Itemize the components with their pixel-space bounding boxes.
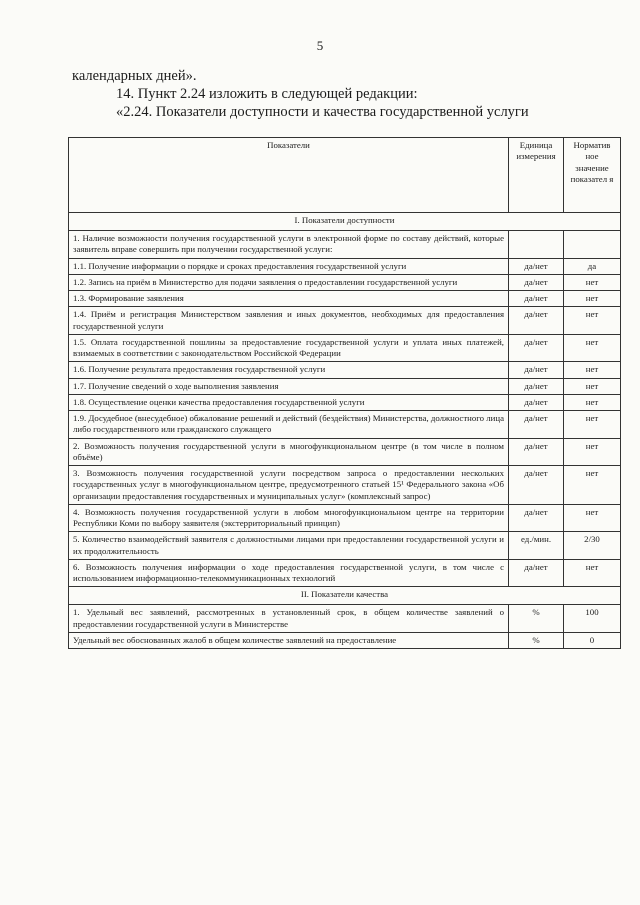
table-row — [69, 438, 621, 466]
unit-cell: да/нет — [509, 362, 564, 378]
indicator-cell: 3. Возможность получения государственной услуги посредством запроса о предоставлении нескольких государственных услуг в многофункциональном центре, предусмотренного статьей 15¹ Федерального закона «Об организации предоставления государственных и муниципальных услуг» (комплексный запрос) — [69, 466, 509, 505]
header-norm: Норматив ное значение показател я — [564, 138, 621, 213]
norm-cell: 2/30 — [564, 532, 621, 560]
indicator-cell: 1.9. Досудебное (внесудебное) обжалование решений и действий (бездействия) Министерства, должностного лица либо государственного или гражданского служащего — [69, 411, 509, 439]
unit-cell: да/нет — [509, 334, 564, 362]
indicator-cell: 5. Количество взаимодействий заявителя с должностными лицами при предоставлении государственной услуги и их продолжительность — [69, 532, 509, 560]
norm-cell: нет — [564, 559, 621, 587]
table-row — [69, 334, 621, 362]
section-title: I. Показатели доступности — [69, 213, 621, 231]
indicator-cell: 1. Удельный вес заявлений, рассмотренных в установленный срок, в общем количестве заявлений о предоставлении государственной услуги в Министерстве — [69, 605, 509, 633]
header-unit: Единица измерения — [509, 138, 564, 213]
norm-cell: нет — [564, 291, 621, 307]
indicator-cell: Удельный вес обоснованных жалоб в общем количестве заявлений на предоставление — [69, 632, 509, 648]
norm-cell: нет — [564, 394, 621, 410]
table-row — [69, 632, 621, 648]
unit-cell: да/нет — [509, 504, 564, 532]
unit-cell: % — [509, 632, 564, 648]
table-row — [69, 559, 621, 587]
table-row — [69, 411, 621, 439]
header-indicator: Показатели — [69, 138, 509, 213]
indicator-cell: 1.5. Оплата государственной пошлины за предоставление государственной услуги и уплата иных платежей, взимаемых в соответствии с законодательством Российской Федерации — [69, 334, 509, 362]
indicator-cell: 1.6. Получение результата предоставления государственной услуги — [69, 362, 509, 378]
unit-cell: ед./мин. — [509, 532, 564, 560]
section-row — [69, 213, 621, 231]
table-row — [69, 274, 621, 290]
norm-cell: да — [564, 258, 621, 274]
indicator-cell: 1.3. Формирование заявления — [69, 291, 509, 307]
section-title: II. Показатели качества — [69, 587, 621, 605]
norm-cell: нет — [564, 378, 621, 394]
indicator-cell: 6. Возможность получения информации о ходе предоставления государственной услуги, в том числе с использованием информационно-телекоммуникационных технологий — [69, 559, 509, 587]
unit-cell: да/нет — [509, 466, 564, 505]
indicator-cell: 1.1. Получение информации о порядке и сроках предоставления государственной услуги — [69, 258, 509, 274]
intro-line-3: «2.24. Показатели доступности и качества государственной услуги — [116, 104, 529, 120]
unit-cell: да/нет — [509, 394, 564, 410]
unit-cell: да/нет — [509, 559, 564, 587]
unit-cell — [509, 231, 564, 259]
norm-cell: нет — [564, 307, 621, 335]
unit-cell: да/нет — [509, 307, 564, 335]
table-body — [69, 213, 621, 649]
indicator-cell: 2. Возможность получения государственной услуги в многофункциональном центре (в том числе в полном объёме) — [69, 438, 509, 466]
table-row — [69, 307, 621, 335]
header-row — [69, 138, 621, 213]
table-row — [69, 605, 621, 633]
norm-cell: нет — [564, 438, 621, 466]
norm-cell — [564, 231, 621, 259]
norm-cell: нет — [564, 362, 621, 378]
table-row — [69, 362, 621, 378]
table-row — [69, 231, 621, 259]
table-row — [69, 258, 621, 274]
table-row — [69, 378, 621, 394]
indicator-cell: 1.2. Запись на приём в Министерство для подачи заявления о предоставлении государственной услуги — [69, 274, 509, 290]
indicator-cell: 1. Наличие возможности получения государственной услуги в электронной форме по составу действий, которые заявитель вправе совершить при получении государственной услуги: — [69, 231, 509, 259]
page-number: 5 — [316, 38, 324, 53]
intro-line-1: календарных дней». — [72, 68, 197, 84]
unit-cell: % — [509, 605, 564, 633]
unit-cell: да/нет — [509, 411, 564, 439]
table-row — [69, 394, 621, 410]
indicators-table — [68, 137, 621, 649]
indicator-cell: 1.8. Осуществление оценки качества предоставления государственной услуги — [69, 394, 509, 410]
norm-cell: нет — [564, 411, 621, 439]
unit-cell: да/нет — [509, 274, 564, 290]
norm-cell: нет — [564, 274, 621, 290]
indicator-cell: 4. Возможность получения государственной услуги в любом многофункциональном центре на территории Республики Коми по выбору заявителя (экстерриториальный принцип) — [69, 504, 509, 532]
table-row — [69, 532, 621, 560]
norm-cell: 100 — [564, 605, 621, 633]
section-row — [69, 587, 621, 605]
norm-cell: нет — [564, 466, 621, 505]
indicator-cell: 1.4. Приём и регистрация Министерством заявления и иных документов, необходимых для предоставления государственной услуги — [69, 307, 509, 335]
intro-line-2: 14. Пункт 2.24 изложить в следующей редакции: — [116, 86, 418, 102]
indicator-cell: 1.7. Получение сведений о ходе выполнения заявления — [69, 378, 509, 394]
norm-cell: нет — [564, 504, 621, 532]
unit-cell: да/нет — [509, 258, 564, 274]
unit-cell: да/нет — [509, 378, 564, 394]
table-row — [69, 291, 621, 307]
unit-cell: да/нет — [509, 291, 564, 307]
unit-cell: да/нет — [509, 438, 564, 466]
norm-cell: 0 — [564, 632, 621, 648]
norm-cell: нет — [564, 334, 621, 362]
table-row — [69, 504, 621, 532]
table-row — [69, 466, 621, 505]
